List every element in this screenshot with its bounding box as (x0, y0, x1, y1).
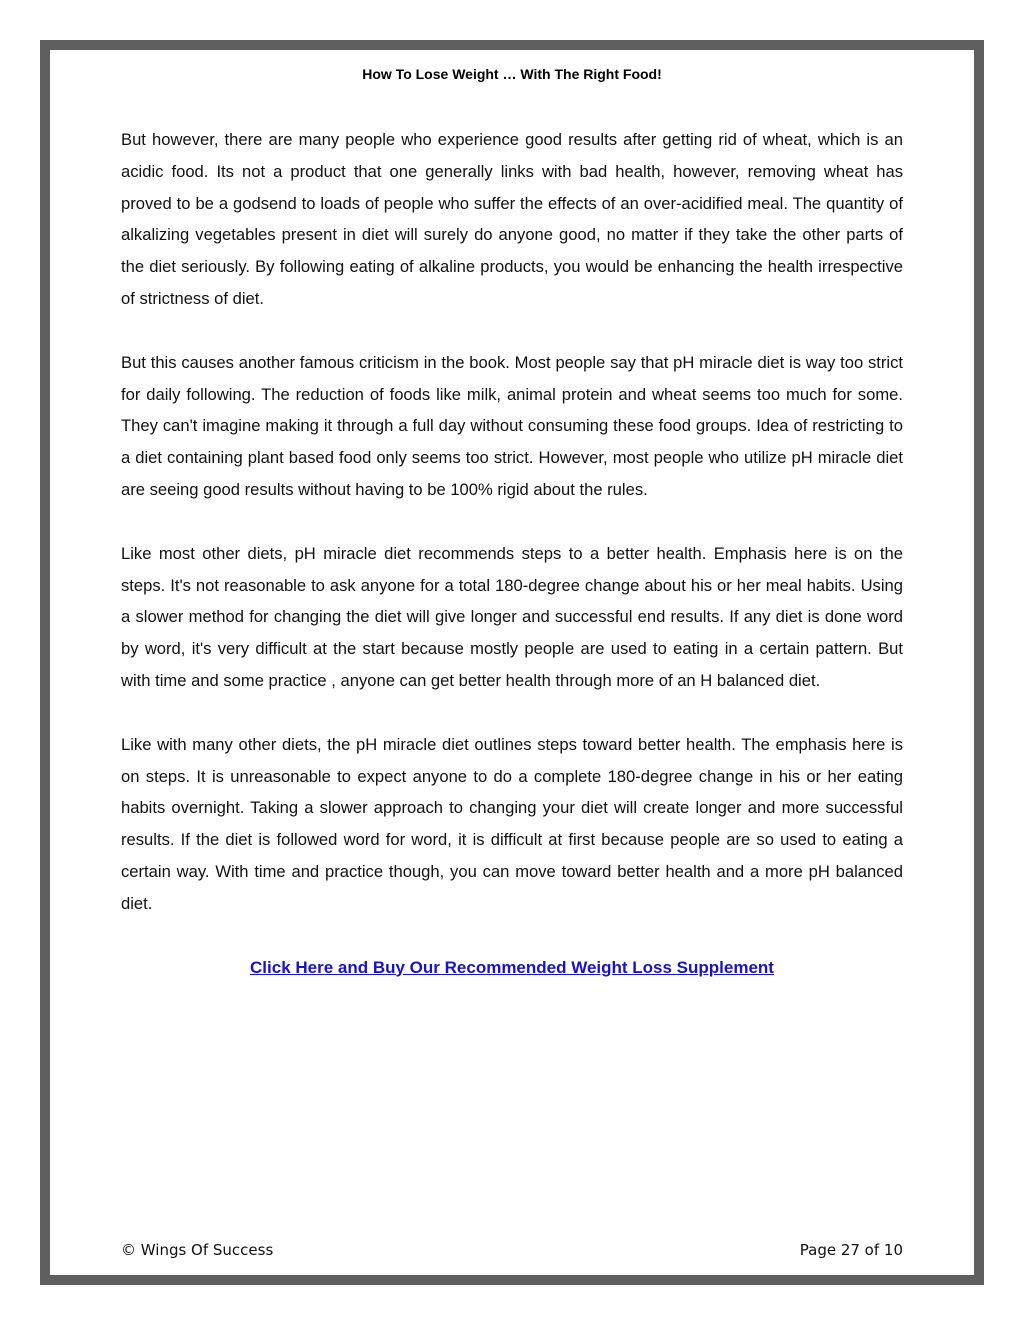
paragraph: But this causes another famous criticism in the book. Most people say that pH miracle diet is way too strict for daily following. The reduction of foods like milk, animal protein and wheat seems too much for some. They can't imagine making it through a full day without consuming these food groups. Idea of restricting to a diet containing plant based food only seems too strict. However, most people who utilize pH miracle diet are seeing good results without having to be 100% rigid about the rules. (121, 352, 903, 499)
document-body (121, 124, 903, 983)
page-number: Page 27 of 10 (799, 1241, 903, 1259)
page-header-title: How To Lose Weight … With The Right Food! (362, 66, 662, 82)
copyright-text: © Wings Of Success (121, 1241, 274, 1259)
paragraph: Like with many other diets, the pH miracle diet outlines steps toward better health. The emphasis here is on steps. It is unreasonable to expect anyone to do a complete 180-degree change in his or her eating habits overnight. Taking a slower approach to changing your diet will create longer and more successful results. If the diet is followed word for word, it is difficult at first because people are so used to eating a certain way. With time and practice though, you can move toward better health and a more pH balanced diet. (121, 734, 903, 913)
buy-supplement-link[interactable]: Click Here and Buy Our Recommended Weight Loss Supplement (250, 957, 774, 977)
cta-container (121, 952, 903, 984)
paragraph: But however, there are many people who experience good results after getting rid of wheat, which is an acidic food. Its not a product that one generally links with bad health, however, removing wheat has proved to be a godsend to loads of people who suffer the effects of an over-acidified meal. The quantity of alkalizing vegetables present in diet will surely do anyone good, no matter if they take the other parts of the diet seriously. By following eating of alkaline products, you would be enhancing the health irrespective of strictness of diet. (121, 130, 903, 308)
page-frame (40, 40, 984, 1285)
paragraph: Like most other diets, pH miracle diet recommends steps to a better health. Emphasis here is on the steps. It's not reasonable to ask anyone for a total 180-degree change about his or her meal habits. Using a slower method for changing the diet will give longer and successful end results. If any diet is done word by word, it's very difficult at the start because mostly people are used to eating in a certain pattern. But with time and some practice , anyone can get better health through more of an H balanced diet. (121, 543, 903, 690)
